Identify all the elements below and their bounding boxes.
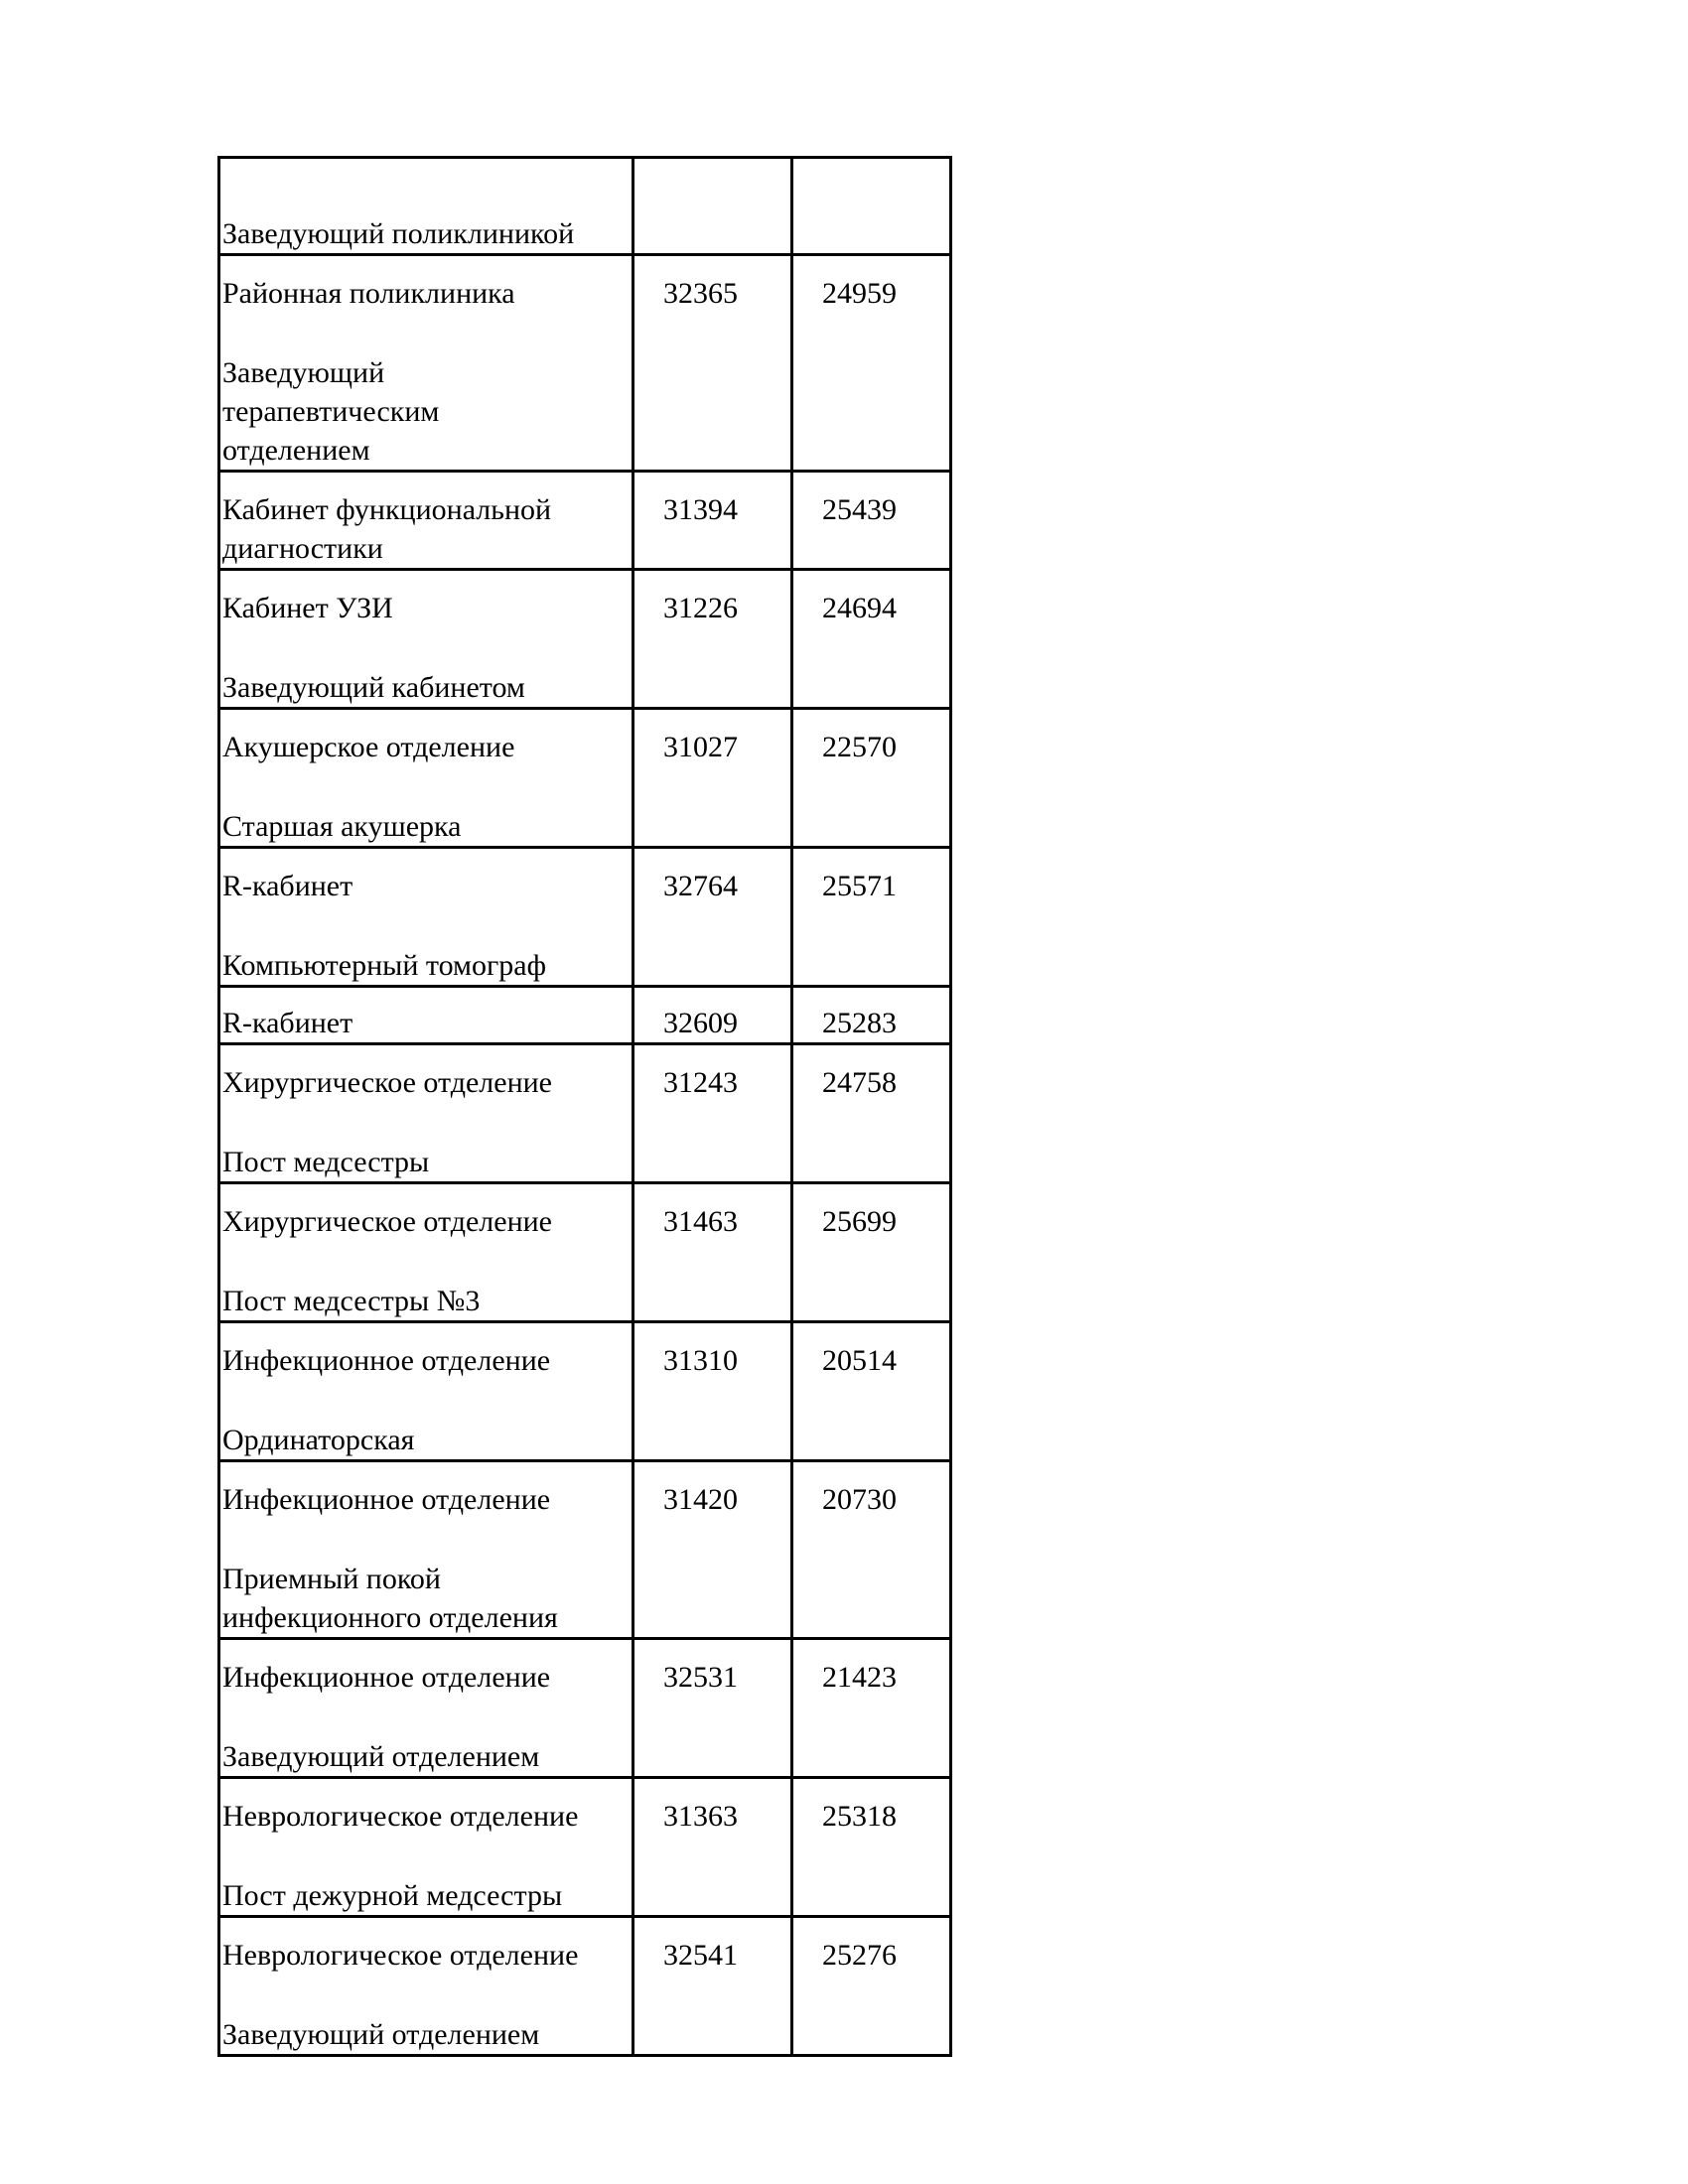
room-name: Пост дежурной медсестры <box>222 1879 563 1912</box>
room-name: Пост медсестры <box>222 1146 430 1178</box>
phone-number-2: 24758 <box>792 1044 951 1183</box>
header-num1-cell <box>633 158 792 255</box>
department-name: Инфекционное отделение <box>222 1344 551 1377</box>
row-name-cell <box>219 848 633 987</box>
department-name: Хирургическое отделение <box>222 1066 552 1099</box>
row-name-cell <box>219 709 633 848</box>
phone-number-2: 25439 <box>792 472 951 570</box>
department-name: Хирургическое отделение <box>222 1205 552 1238</box>
phone-number-1: 32365 <box>633 255 792 472</box>
phone-number-1: 31363 <box>633 1778 792 1917</box>
phone-number-2: 25276 <box>792 1917 951 2056</box>
phone-number-1: 32541 <box>633 1917 792 2056</box>
phone-number-1: 32609 <box>633 987 792 1044</box>
phone-number-2: 20514 <box>792 1322 951 1461</box>
department-name: Акушерское отделение <box>222 731 515 763</box>
table-row <box>219 255 951 472</box>
table-row <box>219 1461 951 1639</box>
header-name-cell <box>219 158 633 255</box>
room-name: Заведующий отделением <box>222 1740 540 1773</box>
phone-number-1: 32764 <box>633 848 792 987</box>
row-name-cell <box>219 1917 633 2056</box>
row-name-cell <box>219 1044 633 1183</box>
department-name: Районная поликлиника <box>222 277 515 310</box>
phone-number-2: 25318 <box>792 1778 951 1917</box>
table-row <box>219 1044 951 1183</box>
table-row <box>219 1322 951 1461</box>
row-name-cell <box>219 255 633 472</box>
row-name-cell <box>219 1461 633 1639</box>
department-name: Неврологическое отделение <box>222 1800 579 1833</box>
department-name: Инфекционное отделение <box>222 1483 551 1516</box>
table-row <box>219 709 951 848</box>
phone-number-1: 31243 <box>633 1044 792 1183</box>
department-name: Инфекционное отделение <box>222 1661 551 1694</box>
phone-number-1: 31310 <box>633 1322 792 1461</box>
row-name-cell <box>219 987 633 1044</box>
room-name: Заведующий отделением <box>222 2018 540 2051</box>
phone-number-1: 31420 <box>633 1461 792 1639</box>
row-name-cell <box>219 1322 633 1461</box>
table-row <box>219 1639 951 1778</box>
department-name: R-кабинет <box>222 1007 353 1039</box>
room-name: Компьютерный томограф <box>222 949 547 982</box>
room-name: Заведующий терапевтическим отделением <box>222 356 440 467</box>
table-row <box>219 1183 951 1322</box>
table-row <box>219 848 951 987</box>
table-row <box>219 472 951 570</box>
department-name: R-кабинет <box>222 870 353 902</box>
phone-number-2: 25283 <box>792 987 951 1044</box>
department-name: Кабинет функциональной диагностики <box>222 493 552 565</box>
phone-number-2: 25571 <box>792 848 951 987</box>
phone-number-2: 21423 <box>792 1639 951 1778</box>
header-num2-cell <box>792 158 951 255</box>
row-name-cell <box>219 570 633 709</box>
phone-number-1: 32531 <box>633 1639 792 1778</box>
phone-number-1: 31463 <box>633 1183 792 1322</box>
room-name: Пост медсестры №3 <box>222 1285 481 1317</box>
row-name-cell <box>219 472 633 570</box>
phone-number-1: 31027 <box>633 709 792 848</box>
table-row <box>219 1917 951 2056</box>
phone-number-1: 31394 <box>633 472 792 570</box>
phone-number-1: 31226 <box>633 570 792 709</box>
room-name: Ординаторская <box>222 1424 415 1456</box>
phone-number-2: 20730 <box>792 1461 951 1639</box>
department-name: Неврологическое отделение <box>222 1939 579 1972</box>
room-name: Старшая акушерка <box>222 810 462 843</box>
phone-number-2: 25699 <box>792 1183 951 1322</box>
phone-number-2: 24959 <box>792 255 951 472</box>
department-name: Кабинет УЗИ <box>222 592 393 624</box>
table-row <box>219 1778 951 1917</box>
phone-directory-table <box>217 156 952 2057</box>
room-name: Приемный покой инфекционного отделения <box>222 1563 558 1634</box>
table-header-row <box>219 158 951 255</box>
table-row <box>219 987 951 1044</box>
row-name-cell <box>219 1639 633 1778</box>
row-name-cell <box>219 1183 633 1322</box>
phone-number-2: 24694 <box>792 570 951 709</box>
table-row <box>219 570 951 709</box>
header-name: Заведующий поликлиникой <box>222 217 575 250</box>
phone-number-2: 22570 <box>792 709 951 848</box>
row-name-cell <box>219 1778 633 1917</box>
room-name: Заведующий кабинетом <box>222 671 525 704</box>
